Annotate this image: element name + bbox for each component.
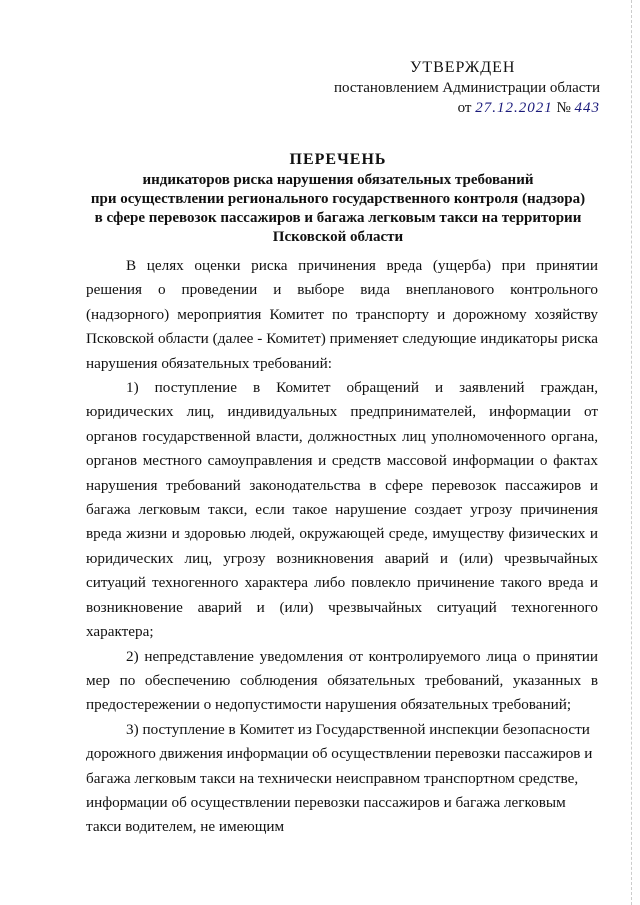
list-item-1: 1) поступление в Комитет обращений и заявлений граждан, юридических лиц, индивидуальных предпринимателей, информации от органов государственной власти, должностных лиц уполномоченного органа, органов местного самоуправления и средств массовой информации о фактах нарушения требований законодательства в сфере перевозок пассажиров и багажа легковым такси, если такое нарушение создает угрозу причинения вреда жизни и здоровью людей, окружающей среде, имуществу физических и юридических лиц, угрозу возникновения аварий и (или) чрезвычайных ситуаций техногенного характера либо повлекло причинение такого вреда и возникновение аварий и (или) чрезвычайных ситуаций техногенного характера;: [86, 379, 598, 641]
heading-line: в сфере перевозок пассажиров и багажа легковым такси на территории: [94, 210, 582, 226]
doc-type-title: ПЕРЕЧЕНЬ: [289, 151, 387, 168]
number-prefix: №: [556, 100, 571, 116]
approval-line: постановлением Администрации области: [333, 80, 600, 96]
approval-date-line: [300, 98, 600, 118]
list-item-3: 3) поступление в Комитет из Государственной инспекции безопасности дорожного движения информации об осуществлении перевозки пассажиров и багажа легковым такси на технически неисправном транспортном средстве, информации об осуществлении перевозки пассажиров и багажа легковым такси водителем, не имеющим: [86, 720, 593, 836]
scan-edge-line: [630, 0, 632, 905]
document-heading: [78, 150, 598, 247]
heading-line: при осуществлении регионального государственного контроля (надзора): [90, 191, 586, 207]
approval-number: 443: [574, 100, 600, 116]
list-item-2: 2) непредставление уведомления от контролируемого лица о принятии мер по обеспечению соблюдения обязательных требований, указанных в предостережении о недопустимости нарушения обязательных требований;: [86, 647, 598, 714]
date-prefix: от: [457, 100, 472, 116]
heading-line: Псковской области: [272, 229, 404, 245]
approval-title: УТВЕРЖДЕН: [410, 59, 516, 76]
approval-stamp: [300, 58, 600, 118]
heading-line: индикаторов риска нарушения обязательных требований: [142, 172, 534, 188]
approval-date: 27.12.2021: [475, 100, 553, 116]
document-body: [86, 254, 598, 840]
intro-paragraph: В целях оценки риска причинения вреда (ущерба) при принятии решения о проведении и выборе вида внепланового контрольного (надзорного) мероприятия Комитет по транспорту и дорожному хозяйству Псковской области (далее - Комитет) применяет следующие индикаторы риска нарушения обязательных требований:: [86, 257, 598, 372]
